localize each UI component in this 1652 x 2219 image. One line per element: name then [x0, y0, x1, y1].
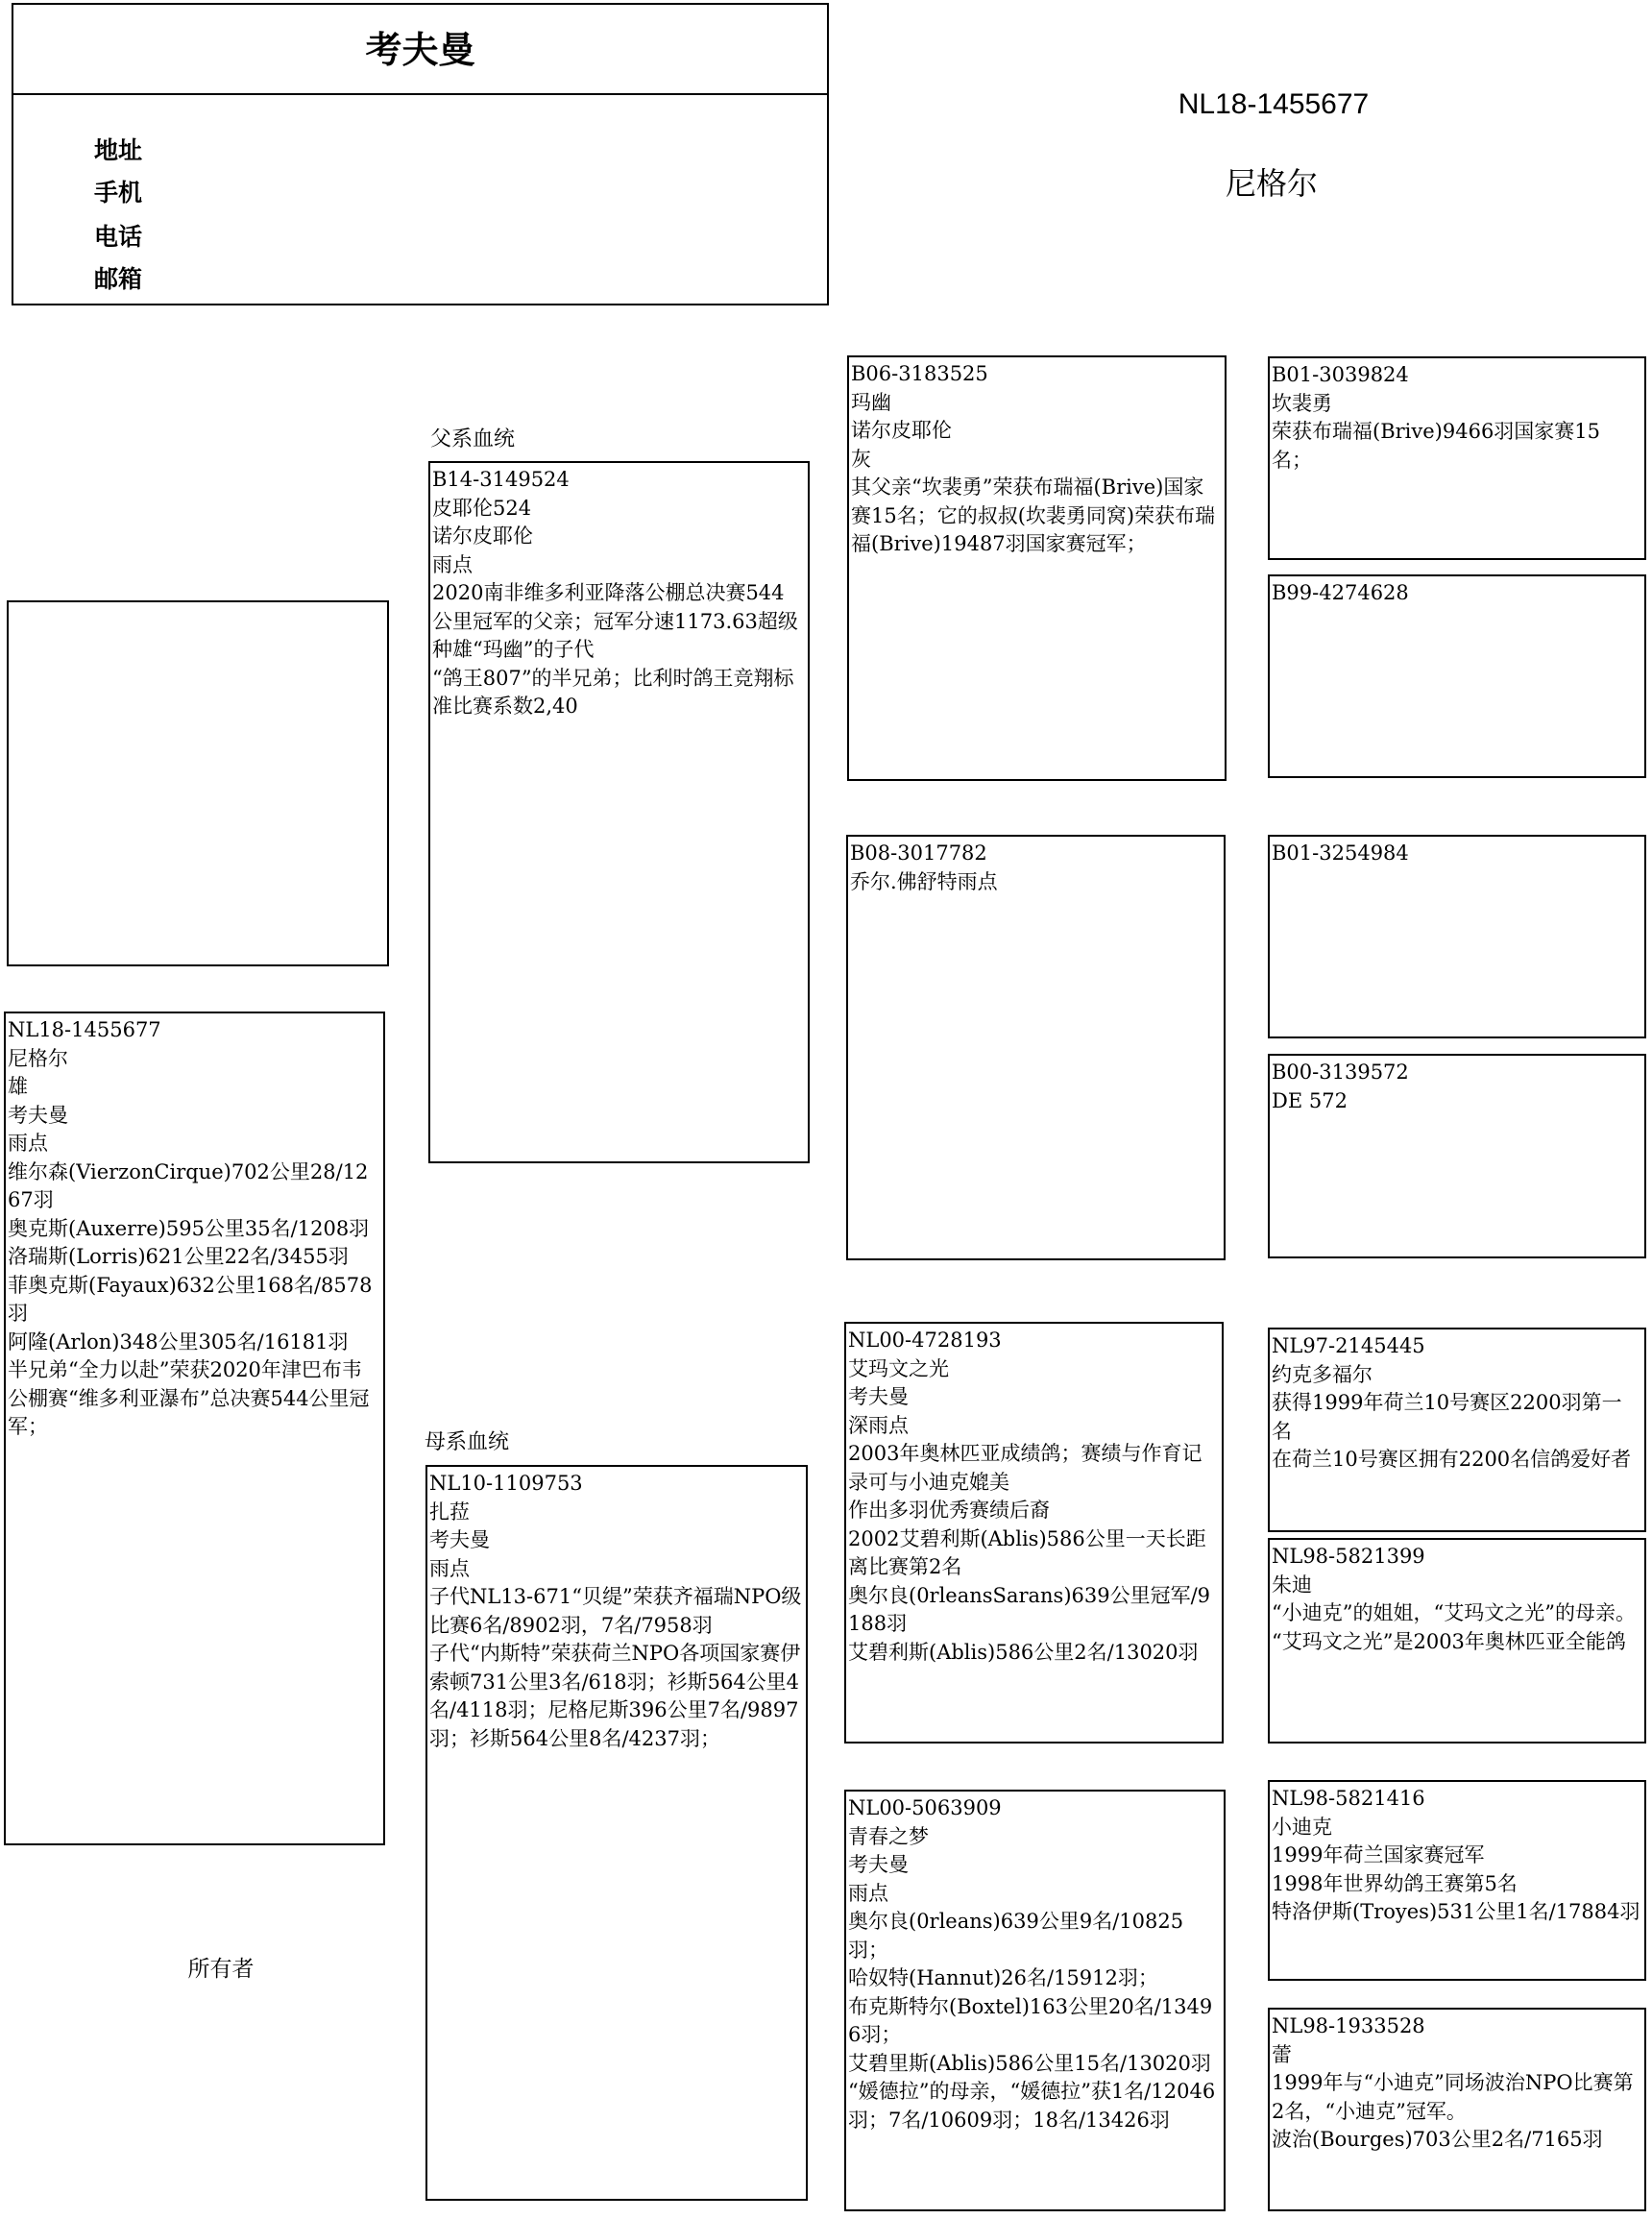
header-divider	[13, 93, 827, 95]
card-line: 维尔森(VierzonCirque)702公里28/1267羽	[8, 1159, 369, 1211]
card-line: 作出多羽优秀赛绩后裔	[848, 1499, 1050, 1522]
card-line: 奥克斯(Auxerre)595公里35名/1208羽	[8, 1216, 370, 1240]
card-line: 奥尔良(0rleans)639公里9名/10825羽；	[848, 1910, 1184, 1962]
color: 雨点	[8, 1132, 48, 1155]
card-line: 考夫曼	[848, 1853, 909, 1876]
card-line: 深雨点	[848, 1413, 909, 1437]
bird-name: 扎菈	[429, 1500, 470, 1524]
card-line: 布克斯特尔(Boxtel)163公里20名/13496羽；	[848, 1994, 1213, 2046]
bird-name: 青春之梦	[848, 1824, 929, 1848]
card-line: 考夫曼	[429, 1528, 490, 1551]
great-grandparent-card	[1268, 2008, 1646, 2211]
card-line: 获得1999年荷兰10号赛区2200羽第一名	[1272, 1391, 1622, 1443]
card-line: 2003年奥林匹亚成绩鸽；赛绩与作育记录可与小迪克媲美	[848, 1442, 1203, 1494]
dam-card	[425, 1465, 808, 2201]
email-label: 邮箱	[94, 266, 143, 293]
address-label: 地址	[94, 137, 143, 164]
ring-number: B99-4274628	[1272, 581, 1409, 604]
ring-number: B00-3139572	[1272, 1061, 1409, 1084]
great-grandparent-card	[1268, 835, 1646, 1038]
ring-number: NL98-5821416	[1272, 1787, 1425, 1810]
card-line: 其父亲“坎裴勇”荣获布瑞福(Brive)国家赛15名；它的叔叔(坎裴勇同窝)荣获布瑞福(Brive)19487羽国家赛冠军；	[851, 476, 1216, 555]
ring-number: NL98-1933528	[1272, 2014, 1425, 2037]
bird-name: 尼格尔	[8, 1046, 68, 1070]
card-line: 波治(Bourges)703公里2名/7165羽	[1272, 2128, 1603, 2151]
ring-number: NL97-2145445	[1272, 1334, 1425, 1357]
card-line: 阿隆(Arlon)348公里305名/16181羽	[8, 1329, 349, 1353]
paternal-granddam-card	[846, 835, 1226, 1260]
sire-card	[428, 461, 810, 1163]
card-line: 艾碧里斯(Ablis)586公里15名/13020羽	[848, 2051, 1211, 2075]
ring-number: B01-3039824	[1272, 363, 1409, 386]
card-line: 半兄弟“全力以赴”荣获2020年津巴布韦公棚赛“维多利亚瀑布”总决赛544公里冠军；	[8, 1358, 370, 1438]
ring-number: B06-3183525	[851, 362, 988, 385]
card-line: 1999年与“小迪克”同场波治NPO比赛第2名，“小迪克”冠军。	[1272, 2071, 1634, 2123]
bird-name: 艾玛文之光	[848, 1356, 949, 1380]
card-line: 子代NL13-671“贝缇”荣获齐福瑞NPO级比赛6名/8902羽，7名/7958羽	[429, 1585, 802, 1637]
great-grandparent-card	[1268, 356, 1646, 560]
card-line: 哈奴特(Hannut)26名/15912羽；	[848, 1966, 1158, 1989]
card-line: 洛瑞斯(Lorris)621公里22名/3455羽	[8, 1245, 349, 1268]
bird-name: 朱迪	[1272, 1573, 1312, 1597]
bird-name: 约克多福尔	[1272, 1362, 1373, 1386]
card-line: 灰	[851, 447, 871, 471]
owner-label: 所有者	[187, 1956, 255, 1981]
maternal-granddam-card	[844, 1790, 1226, 2211]
card-line: 艾碧利斯(Ablis)586公里2名/13020羽	[848, 1640, 1199, 1664]
card-line: 特洛伊斯(Troyes)531公里1名/17884羽	[1272, 1900, 1640, 1923]
great-grandparent-card	[1268, 1054, 1646, 1258]
ring-number: NL18-1455677	[8, 1018, 161, 1041]
maternal-grandsire-card	[844, 1322, 1224, 1744]
subject-bird-card	[4, 1012, 385, 1845]
card-line: DE 572	[1272, 1088, 1348, 1112]
ring-number: NL00-4728193	[848, 1329, 1002, 1352]
ring-number: B08-3017782	[850, 841, 987, 865]
card-line: 子代“内斯特”荣获荷兰NPO各项国家赛伊索顿731公里3名/618羽；衫斯564公里4名/4118羽；尼格尼斯396公里7名/9897羽；衫斯564公里8名/4237羽；	[429, 1642, 801, 1750]
ring-number-heading: NL18-1455677	[1178, 88, 1370, 120]
great-grandparent-card	[1268, 574, 1646, 778]
great-grandparent-card	[1268, 1538, 1646, 1744]
card-line: 雨点	[848, 1881, 888, 1905]
ring-number: B14-3149524	[432, 468, 570, 491]
great-grandparent-card	[1268, 1780, 1646, 1981]
card-line: “小迪克”的姐姐，“艾玛文之光”的母亲。	[1272, 1601, 1636, 1624]
card-line: 菲奥克斯(Fayaux)632公里168名/8578羽	[8, 1273, 373, 1325]
great-grandparent-card	[1268, 1328, 1646, 1532]
card-line: “艾玛文之光”是2003年奥林匹亚全能鸽	[1272, 1629, 1626, 1653]
sex: 雄	[8, 1075, 28, 1098]
card-line: “媛德拉”的母亲，“媛德拉”获1名/12046羽；7名/10609羽；18名/13426羽	[848, 2080, 1216, 2132]
card-line: 诺尔皮耶伦	[851, 419, 952, 442]
bird-name: 玛幽	[851, 390, 891, 414]
bird-name: 小迪克	[1272, 1815, 1332, 1839]
paternal-grandsire-card	[847, 355, 1227, 781]
ring-number: NL98-5821399	[1272, 1545, 1425, 1568]
card-line: 雨点	[429, 1556, 470, 1580]
owner-name: 考夫曼	[365, 31, 475, 71]
sire-line-label: 父系血统	[430, 427, 516, 451]
ring-number: NL10-1109753	[429, 1472, 583, 1495]
ring-number: B01-3254984	[1272, 841, 1409, 865]
dam-line-label: 母系血统	[425, 1429, 510, 1453]
card-line: 诺尔皮耶伦	[432, 524, 533, 548]
card-line: 在荷兰10号赛区拥有2200名信鸽爱好者	[1272, 1448, 1632, 1471]
card-line: 荣获布瑞福(Brive)9466羽国家赛15名；	[1272, 420, 1601, 472]
bird-name-heading: 尼格尔	[1225, 166, 1318, 201]
card-line: “鸽王807”的半兄弟；比利时鸽王竞翔标准比赛系数2,40	[432, 666, 794, 718]
card-line: 考夫曼	[848, 1385, 909, 1408]
card-line: 1999年荷兰国家赛冠军	[1272, 1843, 1485, 1866]
card-line: 雨点	[432, 552, 473, 576]
card-line: 2002艾碧利斯(Ablis)586公里一天长距离比赛第2名	[848, 1526, 1206, 1578]
card-line: 奥尔良(0rleansSarans)639公里冠军/9188羽	[848, 1583, 1211, 1635]
card-line: 2020南非维多利亚降落公棚总决赛544公里冠军的父亲；冠军分速1173.63超级种雄“玛幽”的子代	[432, 581, 798, 661]
phone-label: 电话	[94, 224, 143, 251]
bird-name: 坎裴勇	[1272, 391, 1332, 415]
breeder: 考夫曼	[8, 1103, 68, 1127]
photo-frame	[7, 600, 389, 966]
card-line: 乔尔.佛舒特雨点	[850, 869, 998, 893]
owner-header	[12, 3, 829, 305]
bird-name: 皮耶伦524	[432, 496, 532, 520]
card-line: 1998年世界幼鸽王赛第5名	[1272, 1871, 1518, 1895]
ring-number: NL00-5063909	[848, 1796, 1002, 1819]
mobile-label: 手机	[94, 180, 143, 207]
bird-name: 蕾	[1272, 2042, 1292, 2066]
